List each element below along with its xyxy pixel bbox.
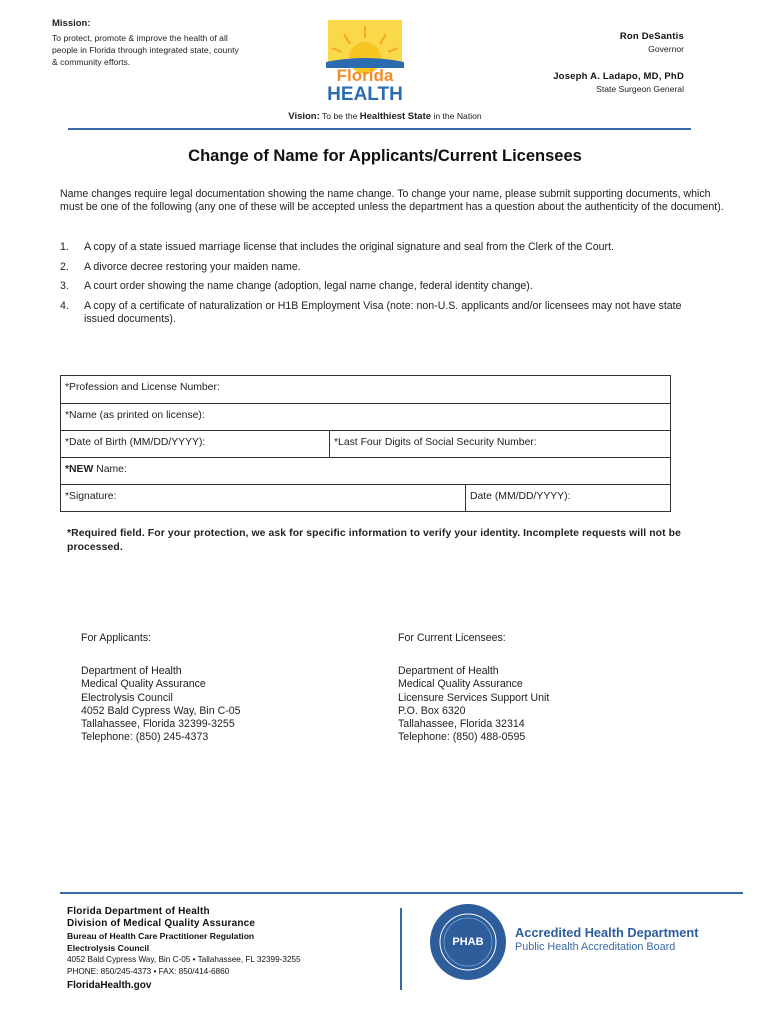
accredited-board: Public Health Accreditation Board bbox=[515, 941, 676, 953]
phab-seal-icon bbox=[429, 903, 507, 981]
accreditation-block bbox=[515, 925, 698, 953]
logo-word-florida: Florida bbox=[336, 66, 394, 85]
governor-name: Ron DeSantis bbox=[619, 31, 684, 42]
footer-division: Division of Medical Quality Assurance bbox=[67, 918, 256, 929]
list-item: 3. A court order showing the name change (adoption, legal name change, federal identity change). bbox=[60, 280, 533, 292]
profession-license-field[interactable]: *Profession and License Number: bbox=[65, 382, 220, 393]
footer-contact bbox=[67, 906, 301, 992]
list-item: 1. A copy of a state issued marriage license that includes the original signature and seal from the Clerk of the Court. bbox=[60, 241, 614, 253]
name-on-license-field[interactable]: *Name (as printed on license): bbox=[65, 410, 205, 421]
name-change-form bbox=[60, 375, 671, 512]
form-row-new-name bbox=[61, 457, 670, 484]
logo-word-health: HEALTH bbox=[327, 84, 403, 104]
new-name-field[interactable]: *NEW Name: bbox=[65, 464, 127, 475]
date-of-birth-field[interactable]: *Date of Birth (MM/DD/YYYY): bbox=[65, 437, 206, 448]
footer-divider bbox=[60, 892, 743, 894]
ssn-last-four-field[interactable]: *Last Four Digits of Social Security Number: bbox=[329, 431, 537, 457]
form-row-dob-ssn bbox=[61, 430, 670, 457]
seal-text: PHAB bbox=[452, 936, 484, 948]
vision-statement bbox=[0, 111, 770, 122]
surgeon-general-title: State Surgeon General bbox=[596, 84, 684, 94]
vision-label: Vision: bbox=[288, 111, 320, 122]
footer-vertical-divider bbox=[400, 908, 402, 990]
header-divider bbox=[68, 128, 691, 130]
footer-phone: PHONE: 850/245-4373 • FAX: 850/414-6860 bbox=[67, 967, 230, 976]
intro-paragraph: Name changes require legal documentation showing the name change. To change your name, please submit supporting documents, which must be one of the following (any one of these will be accepted unless the department has a question about the authenticity of the document). bbox=[60, 188, 724, 213]
licensees-heading: For Current Licensees: bbox=[398, 632, 506, 644]
signature-date-field[interactable]: Date (MM/DD/YYYY): bbox=[465, 485, 570, 511]
surgeon-general-name: Joseph A. Ladapo, MD, PhD bbox=[553, 71, 684, 82]
mission-text: To protect, promote & improve the health of all people in Florida through integrated state, county & community efforts. bbox=[52, 33, 239, 67]
florida-health-logo bbox=[322, 18, 408, 104]
footer-council: Electrolysis Council bbox=[67, 943, 150, 953]
document-title: Change of Name for Applicants/Current Licensees bbox=[188, 147, 582, 165]
licensees-address: For Current Licensees: Department of Health Medical Quality Assurance Licensure Services Support Unit P.O. Box 6320 Tallahassee, Florida 32314 Telephone: (850) 488-0595 bbox=[398, 632, 550, 744]
footer-address: 4052 Bald Cypress Way, Bin C-05 • Tallahassee, FL 32399-3255 bbox=[67, 955, 301, 964]
applicants-heading: For Applicants: bbox=[81, 632, 152, 644]
governor-title: Governor bbox=[648, 44, 684, 54]
mission-statement bbox=[52, 18, 242, 68]
document-options-list bbox=[60, 241, 710, 332]
signature-field[interactable]: *Signature: bbox=[65, 491, 117, 502]
form-row-signature bbox=[61, 484, 670, 511]
required-field-note: *Required field. For your protection, we ask for specific information to verify your identity. Incomplete requests will not be processed. bbox=[67, 528, 682, 553]
applicants-address: For Applicants: Department of Health Medical Quality Assurance Electrolysis Council 4052 Bald Cypress Way, Bin C-05 Tallahassee, Florida 32399-3255 Telephone: (850) 245-4373 bbox=[81, 632, 241, 744]
footer-org: Florida Department of Health bbox=[67, 906, 210, 917]
officials-block bbox=[553, 31, 684, 95]
list-item: 2. A divorce decree restoring your maiden name. bbox=[60, 260, 301, 273]
form-row-profession bbox=[61, 376, 670, 403]
footer-website-link[interactable]: FloridaHealth.gov bbox=[67, 980, 152, 991]
footer-bureau: Bureau of Health Care Practitioner Regulation bbox=[67, 931, 255, 941]
vision-bold: Healthiest State bbox=[359, 111, 432, 122]
form-row-name bbox=[61, 403, 670, 430]
vision-pre: To be the bbox=[322, 111, 358, 121]
list-item: 4. A copy of a certificate of naturalization or H1B Employment Visa (note: non-U.S. applicants and/or licensees may not have state issued documents). bbox=[60, 299, 682, 325]
mission-label: Mission: bbox=[52, 18, 91, 29]
accredited-title: Accredited Health Department bbox=[515, 925, 699, 940]
vision-post: in the Nation bbox=[433, 111, 482, 121]
